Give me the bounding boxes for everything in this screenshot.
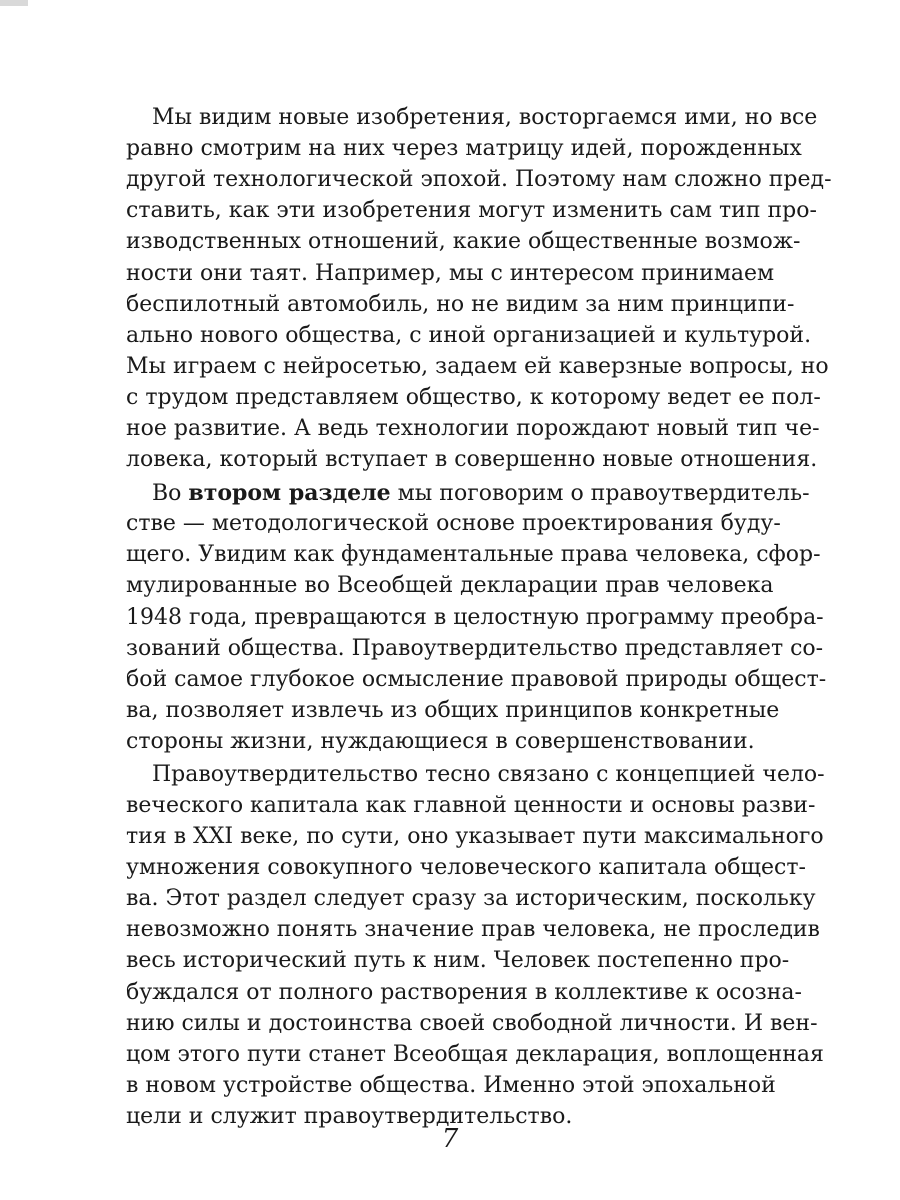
- text-line: с трудом представляем общество, к которому ведет ее пол-: [126, 385, 821, 410]
- text-line: ва, позволяет извлечь из общих принципов конкретные: [126, 698, 780, 723]
- text-run: Во: [152, 481, 189, 506]
- text-line-last: ловека, который вступает в совершенно новые отношения.: [126, 447, 818, 472]
- text-line: ально нового общества, с иной организацией и культурой.: [126, 323, 812, 348]
- text-line: цом этого пути станет Всеобщая декларация, воплощенная: [126, 1042, 824, 1067]
- text-line: зований общества. Правоутвердительство представляет со-: [126, 636, 824, 661]
- section-emphasis: втором разделе: [188, 480, 391, 506]
- text-line: тия в XXI веке, по сути, оно указывает пути максимального: [126, 824, 824, 849]
- text-line: Правоутвердительство тесно связано с концепцией чело-: [152, 762, 825, 787]
- text-line: мулированные во Всеобщей декларации прав человека: [126, 573, 774, 598]
- text-line: Мы видим новые изобретения, восторгаемся ими, но все: [152, 105, 818, 130]
- text-line: ва. Этот раздел следует сразу за историческим, поскольку: [126, 886, 816, 911]
- text-run: мы поговорим о правоутвердитель-: [390, 481, 810, 506]
- text-line: изводственных отношений, какие общественные возмож-: [126, 229, 801, 254]
- text-line: веческого капитала как главной ценности и основы разви-: [126, 793, 816, 818]
- scan-edge-mark: [0, 0, 28, 6]
- text-line-with-bold: [152, 476, 810, 510]
- text-line: бой самое глубокое осмысление правовой природы общест-: [126, 667, 827, 692]
- text-line: равно смотрим на них через матрицу идей, порожденных: [126, 136, 802, 161]
- text-line: невозможно понять значение прав человека, не проследив: [126, 917, 820, 942]
- text-line: весь исторический путь к ним. Человек постепенно про-: [126, 948, 790, 973]
- text-line: ное развитие. А ведь технологии порождают новый тип че-: [126, 416, 820, 441]
- text-line: беспилотный автомобиль, но не видим за ним принципи-: [126, 292, 795, 317]
- text-line-last: стороны жизни, нуждающиеся в совершенствовании.: [126, 729, 755, 754]
- text-line: щего. Увидим как фундаментальные права человека, сфор-: [126, 542, 821, 567]
- text-line: умножения совокупного человеческого капитала общест-: [126, 855, 806, 880]
- text-line: 1948 года, превращаются в целостную программу преобра-: [126, 605, 824, 630]
- text-line: Мы играем с нейросетью, задаем ей каверзные вопросы, но: [126, 354, 829, 379]
- text-line: ставить, как эти изобретения могут изменить сам тип про-: [126, 198, 817, 223]
- text-line: стве — методологической основе проектирования буду-: [126, 511, 781, 536]
- text-line: буждался от полного растворения в коллективе к осозна-: [126, 980, 802, 1005]
- page-number: 7: [441, 1124, 459, 1154]
- text-line: в новом устройстве общества. Именно этой эпохальной: [126, 1073, 776, 1098]
- text-line: нию силы и достоинства своей свободной личности. И вен-: [126, 1011, 818, 1036]
- text-line: ности они таят. Например, мы с интересом принимаем: [126, 261, 775, 286]
- text-line: другой технологической эпохой. Поэтому нам сложно пред-: [126, 167, 832, 192]
- text-line-last: цели и служит правоутвердительство.: [126, 1104, 573, 1129]
